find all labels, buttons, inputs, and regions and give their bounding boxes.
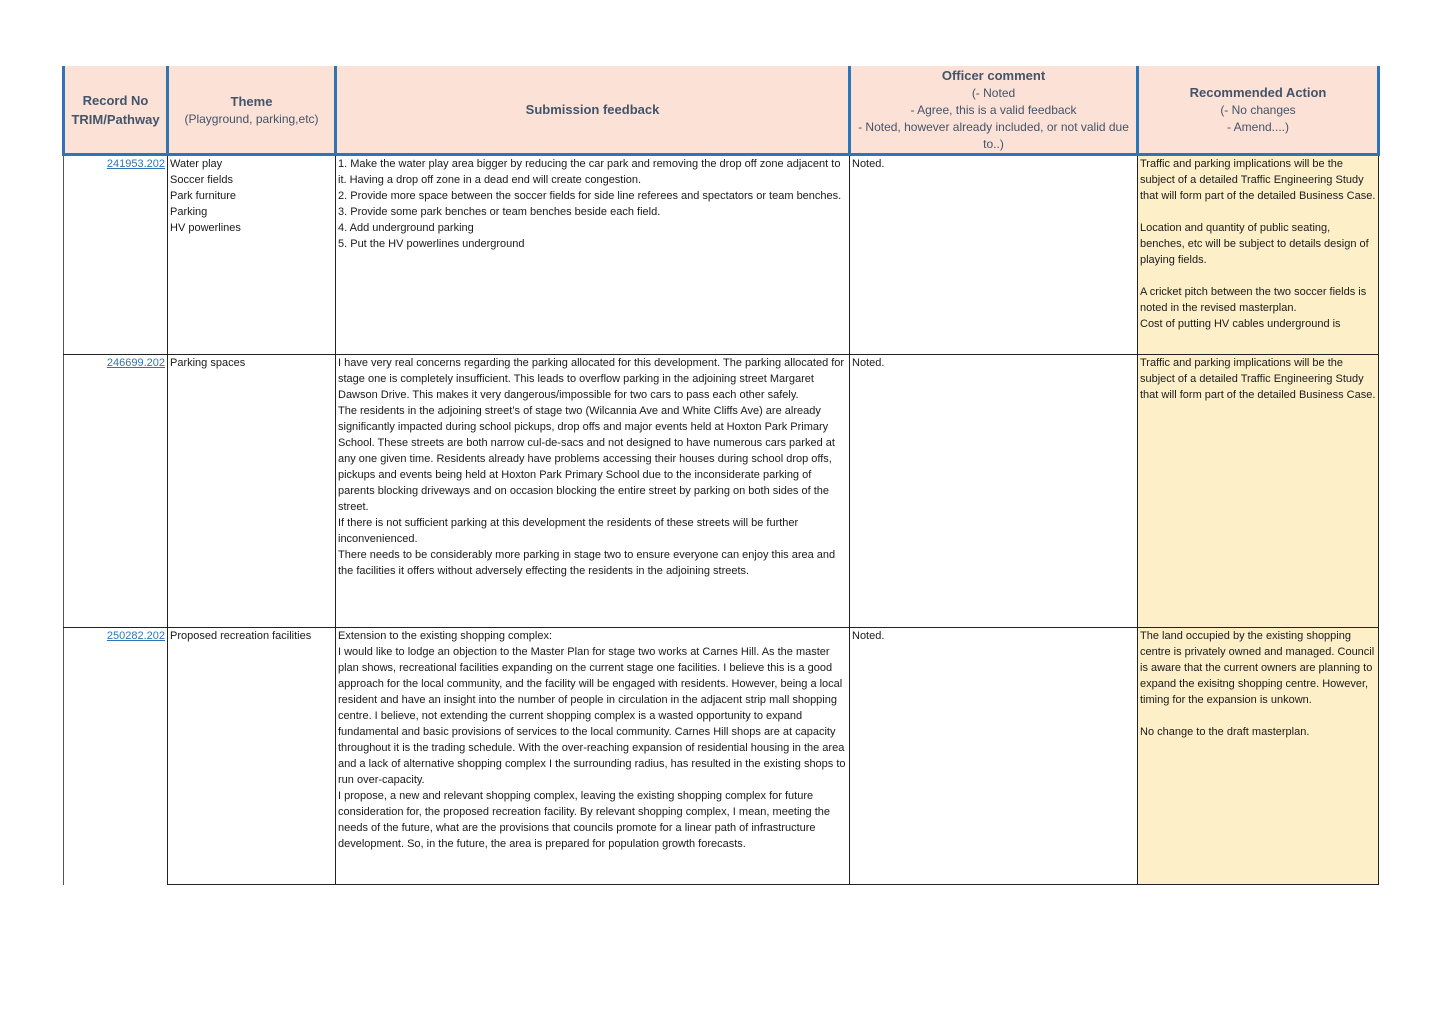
header-action-line1: (- No changes xyxy=(1220,103,1296,117)
theme-cell: Proposed recreation facilities xyxy=(168,628,336,885)
officer-cell: Noted. xyxy=(850,155,1138,355)
header-theme xyxy=(168,66,336,155)
header-officer-line1: (- Noted xyxy=(971,86,1016,100)
officer-cell: Noted. xyxy=(850,628,1138,885)
theme-cell: Parking spaces xyxy=(168,355,336,628)
record-link[interactable]: 246699.202 xyxy=(106,357,165,369)
action-cell: Traffic and parking implications will be the subject of a detailed Traffic Engineering Study that will form part of the detailed Business Case. xyxy=(1138,355,1379,628)
header-theme-title: Theme xyxy=(230,93,273,109)
record-link[interactable]: 250282.202 xyxy=(106,630,165,642)
feedback-cell: Extension to the existing shopping complex: I would like to lodge an objection to the Master Plan for stage two works at Carnes Hill. As the master plan shows, recreational facilities expanding on the current stage one facilities. I believe this is a good approach for the local community, and the facility will be engaged with residents. However, being a local resident and have an insight into the number of people in circulation in the adjacent strip mall shopping centre. I believe, not extending the current shopping complex is a wasted opportunity to expand fundamental and basic provisions of services to the local community. Carnes Hill shops are at capacity throughout it is the trading schedule. With the over-reaching expansion of residential housing in the area and a lack of alternative shopping complex I the surrounding radius, has resulted in the existing shops to run over-capacity. I propose, a new and relevant shopping complex, leaving the existing shopping complex for future consideration for, the proposed recreation facility. By relevant shopping complex, I mean, meeting the needs of the future, what are the provisions that councils promote for a linear path of infrastructure development. So, in the future, the area is prepared for population growth forecasts. xyxy=(336,628,850,885)
header-action xyxy=(1138,66,1379,155)
feedback-cell: I have very real concerns regarding the parking allocated for this development. The parking allocated for stage one is completely insufficient. This leads to overflow parking in the adjoining street Margaret Dawson Drive. This makes it very dangerous/impossible for two cars to pass each other safely. The residents in the adjoining street’s of stage two (Wilcannia Ave and White Cliffs Ave) are already significantly impacted during school pickups, drop offs and major events held at Hoxton Park Primary School. These streets are both narrow cul-de-sacs and not designed to have numerous cars parked at any one given time. Residents already have problems accessing their houses during school drop offs, pickups and events being held at Hoxton Park Primary School due to the inconsiderate parking of parents blocking driveways and on occasion blocking the entire street by parking on both sides of the street. If there is not sufficient parking at this development the residents of these streets will be further inconvenienced. There needs to be considerably more parking in stage two to ensure everyone can enjoy this area and the facilities it offers without adversely effecting the residents in the adjoining streets. xyxy=(336,355,850,628)
header-officer-title: Officer comment xyxy=(941,68,1046,83)
record-link[interactable]: 241953.202 xyxy=(106,158,165,170)
officer-cell: Noted. xyxy=(850,355,1138,628)
table-row xyxy=(64,628,1379,885)
header-officer xyxy=(850,66,1138,155)
feedback-cell: 1. Make the water play area bigger by reducing the car park and removing the drop off zone adjacent to it. Having a drop off zone in a dead end will create congestion. 2. Provide more space between the soccer fields for side line referees and spectators or team benches. 3. Provide some park benches or team benches beside each field. 4. Add underground parking 5. Put the HV powerlines underground xyxy=(336,155,850,355)
header-officer-line2: - Agree, this is a valid feedback xyxy=(910,103,1077,117)
record-cell xyxy=(64,355,168,628)
action-text: Traffic and parking implications will be the subject of a detailed Traffic Engineering Study that will form part of the detailed Business Case. Location and quantity of public seating, benches, etc will be subject to details design of playing fields. A cricket pitch between the two soccer fields is noted in the revised masterplan. Cost of putting HV cables underground is xyxy=(1140,158,1376,330)
header-row xyxy=(64,66,1379,155)
header-theme-sub: (Playground, parking,etc) xyxy=(184,111,319,126)
theme-cell: Water play Soccer fields Park furniture Parking HV powerlines xyxy=(168,155,336,355)
record-cell xyxy=(64,155,168,355)
feedback-table xyxy=(62,66,1380,885)
record-cell xyxy=(64,628,168,885)
header-officer-line3: - Noted, however already included, or not valid due to..) xyxy=(858,120,1129,151)
header-action-title: Recommended Action xyxy=(1189,85,1327,100)
table-row xyxy=(64,155,1379,355)
action-cell: The land occupied by the existing shopping centre is privately owned and managed. Council is aware that the current owners are planning to expand the exisitng shopping centre. However, timing for the expansion is unkown. No change to the draft masterplan. xyxy=(1138,628,1379,885)
action-cell xyxy=(1138,155,1379,355)
header-feedback: Submission feedback xyxy=(336,66,850,155)
header-record: Record No TRIM/Pathway xyxy=(64,66,168,155)
table-row xyxy=(64,355,1379,628)
header-action-line2: - Amend....) xyxy=(1226,120,1290,134)
